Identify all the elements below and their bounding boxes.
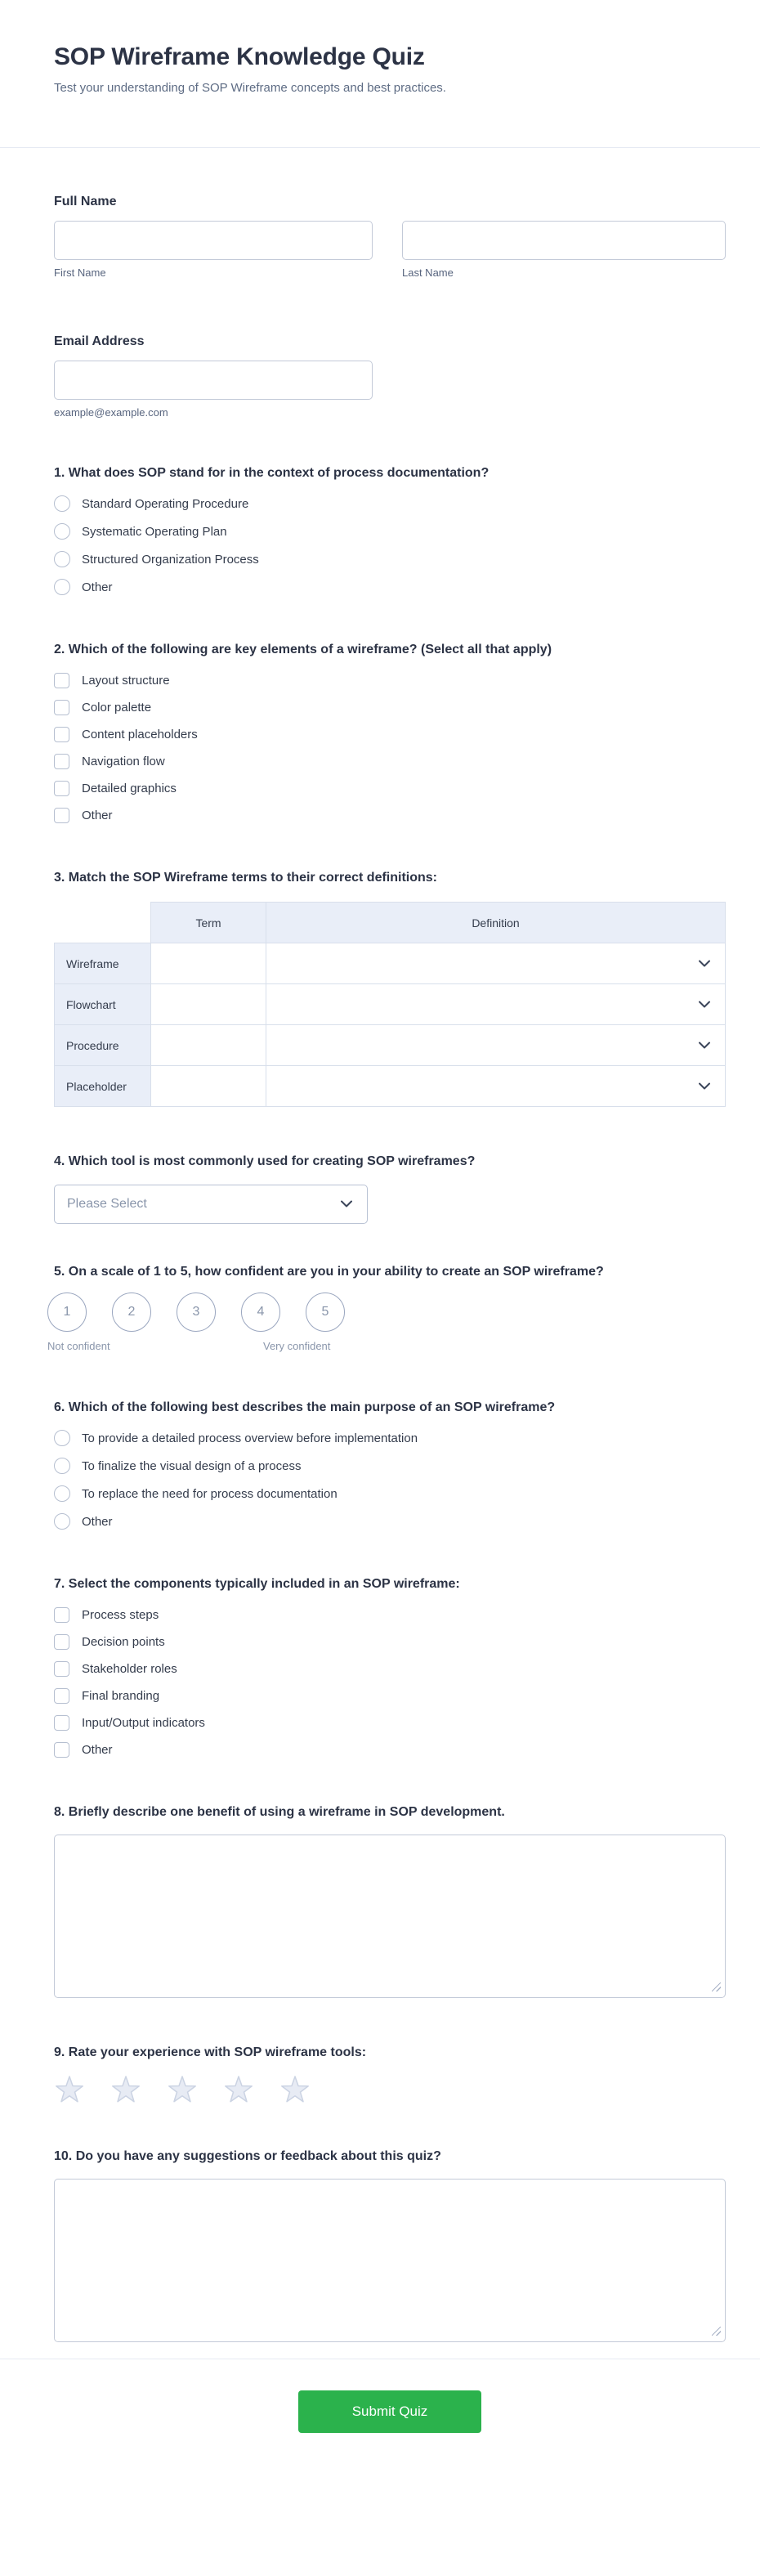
radio-button-icon[interactable] — [54, 1458, 70, 1474]
header-divider — [0, 147, 760, 148]
q7-option-2[interactable] — [54, 1634, 726, 1650]
q1-option-1[interactable] — [54, 495, 726, 512]
q1-option-1-label: Standard Operating Procedure — [82, 496, 249, 511]
star-icon[interactable] — [279, 2074, 311, 2108]
radio-button-icon[interactable] — [54, 579, 70, 595]
confidence-scale — [47, 1292, 726, 1332]
q1-option-3-label: Structured Organization Process — [82, 552, 259, 567]
submit-button[interactable]: Submit Quiz — [298, 2390, 481, 2433]
question-7 — [54, 1575, 726, 1757]
form-header — [0, 0, 760, 147]
radio-button-icon[interactable] — [54, 523, 70, 540]
star-icon[interactable] — [167, 2074, 198, 2108]
checkbox-icon[interactable] — [54, 700, 69, 715]
matrix-row-procedure — [55, 1025, 726, 1066]
q7-option-6-label: Other — [82, 1742, 113, 1757]
q6-option-4[interactable] — [54, 1513, 726, 1530]
checkbox-icon[interactable] — [54, 1634, 69, 1650]
checkbox-icon[interactable] — [54, 673, 69, 688]
email-label: Email Address — [54, 334, 145, 348]
q7-option-1[interactable] — [54, 1607, 726, 1623]
definition-dropdown-cell[interactable] — [266, 1025, 726, 1066]
question-4-label: 4. Which tool is most commonly used for creating SOP wireframes? — [54, 1154, 476, 1169]
term-input-cell[interactable] — [151, 1066, 266, 1107]
select-placeholder: Please Select — [67, 1196, 147, 1211]
q1-option-2[interactable] — [54, 523, 726, 540]
form-footer — [0, 2359, 760, 2479]
q1-option-2-label: Systematic Operating Plan — [82, 524, 227, 539]
last-name-input[interactable] — [402, 221, 726, 260]
question-10 — [54, 2148, 726, 2342]
q7-option-5-label: Input/Output indicators — [82, 1715, 205, 1730]
q6-option-2-label: To finalize the visual design of a process — [82, 1458, 302, 1473]
question-9-label: 9. Rate your experience with SOP wireframe tools: — [54, 2045, 367, 2060]
q2-option-1-label: Layout structure — [82, 673, 170, 688]
row-label-procedure: Procedure — [55, 1025, 151, 1066]
definition-dropdown-cell[interactable] — [266, 984, 726, 1025]
q7-option-5[interactable] — [54, 1715, 726, 1731]
scale-option-1[interactable]: 1 — [47, 1292, 87, 1332]
q2-option-2-label: Color palette — [82, 700, 152, 715]
q6-option-4-label: Other — [82, 1514, 113, 1529]
q7-option-2-label: Decision points — [82, 1634, 165, 1649]
question-4 — [54, 1153, 726, 1223]
q6-option-2[interactable] — [54, 1458, 726, 1474]
column-header-definition: Definition — [266, 903, 726, 943]
q7-option-6[interactable] — [54, 1742, 726, 1758]
term-input-cell[interactable] — [151, 984, 266, 1025]
radio-button-icon[interactable] — [54, 1513, 70, 1530]
chevron-down-icon — [341, 1197, 352, 1212]
question-7-label: 7. Select the components typically included in an SOP wireframe: — [54, 1577, 460, 1592]
question-5 — [47, 1263, 726, 1353]
checkbox-icon[interactable] — [54, 1661, 69, 1677]
page-title: SOP Wireframe Knowledge Quiz — [54, 43, 425, 70]
row-label-wireframe: Wireframe — [55, 943, 151, 984]
checkbox-icon[interactable] — [54, 1607, 69, 1623]
definition-dropdown-cell[interactable] — [266, 943, 726, 984]
checkbox-icon[interactable] — [54, 727, 69, 742]
q8-benefit-textarea[interactable] — [54, 1835, 726, 1998]
star-icon[interactable] — [223, 2074, 254, 2108]
matrix-row-flowchart — [55, 984, 726, 1025]
tool-select-dropdown[interactable] — [54, 1185, 368, 1224]
matrix-corner-cell — [55, 903, 151, 943]
full-name-label: Full Name — [54, 195, 117, 208]
q7-option-3[interactable] — [54, 1661, 726, 1677]
radio-button-icon[interactable] — [54, 495, 70, 512]
matrix-row-wireframe — [55, 943, 726, 984]
email-input[interactable] — [54, 361, 373, 400]
q6-option-1[interactable] — [54, 1430, 726, 1446]
q2-option-6-label: Other — [82, 808, 113, 822]
scale-option-2[interactable]: 2 — [112, 1292, 151, 1332]
scale-option-3[interactable]: 3 — [177, 1292, 216, 1332]
q6-option-3[interactable] — [54, 1485, 726, 1502]
checkbox-icon[interactable] — [54, 754, 69, 769]
q2-option-6[interactable] — [54, 808, 726, 823]
question-8-label: 8. Briefly describe one benefit of using a wireframe in SOP development. — [54, 1804, 505, 1819]
question-10-label: 10. Do you have any suggestions or feedback about this quiz? — [54, 2148, 441, 2163]
q1-option-4-label: Other — [82, 580, 113, 594]
q2-option-2[interactable] — [54, 700, 726, 715]
question-9 — [54, 2044, 726, 2108]
star-icon[interactable] — [110, 2074, 141, 2108]
checkbox-icon[interactable] — [54, 1742, 69, 1758]
question-3-label: 3. Match the SOP Wireframe terms to their correct definitions: — [54, 870, 437, 885]
scale-option-4[interactable]: 4 — [241, 1292, 280, 1332]
q6-option-3-label: To replace the need for process documentation — [82, 1486, 338, 1501]
radio-button-icon[interactable] — [54, 1485, 70, 1502]
radio-button-icon[interactable] — [54, 551, 70, 567]
radio-button-icon[interactable] — [54, 1430, 70, 1446]
question-2-label: 2. Which of the following are key elements of a wireframe? (Select all that apply) — [54, 643, 552, 657]
q2-option-5-label: Detailed graphics — [82, 781, 177, 795]
q6-option-1-label: To provide a detailed process overview before implementation — [82, 1431, 418, 1445]
q1-option-4[interactable] — [54, 579, 726, 595]
question-1 — [54, 464, 726, 595]
row-label-placeholder: Placeholder — [55, 1066, 151, 1107]
chevron-down-icon — [699, 1038, 710, 1053]
chevron-down-icon — [699, 1079, 710, 1094]
term-input-cell[interactable] — [151, 1025, 266, 1066]
matrix-row-placeholder — [55, 1066, 726, 1107]
checkbox-icon[interactable] — [54, 1715, 69, 1731]
scale-max-label: Very confident — [263, 1339, 331, 1352]
row-label-flowchart: Flowchart — [55, 984, 151, 1025]
question-6-label: 6. Which of the following best describes the main purpose of an SOP wireframe? — [54, 1400, 556, 1414]
q7-option-4[interactable] — [54, 1688, 726, 1704]
q2-option-5[interactable] — [54, 781, 726, 796]
checkbox-icon[interactable] — [54, 1688, 69, 1704]
q2-option-1[interactable] — [54, 673, 726, 688]
match-table — [54, 902, 726, 1107]
star-icon[interactable] — [54, 2074, 85, 2108]
page-subtitle: Test your understanding of SOP Wireframe concepts and best practices. — [54, 81, 446, 95]
question-8 — [54, 1803, 726, 1998]
chevron-down-icon — [699, 997, 710, 1012]
chevron-down-icon — [699, 956, 710, 971]
question-1-label: 1. What does SOP stand for in the context of process documentation? — [54, 466, 490, 480]
question-5-label: 5. On a scale of 1 to 5, how confident are you in your ability to create an SOP wireframe? — [54, 1264, 604, 1279]
email-sublabel: example@example.com — [54, 406, 168, 419]
first-name-sublabel: First Name — [54, 267, 106, 279]
q10-feedback-textarea[interactable] — [54, 2179, 726, 2342]
scale-option-5[interactable]: 5 — [306, 1292, 345, 1332]
question-3 — [54, 869, 726, 1107]
full-name-field — [54, 195, 726, 279]
scale-min-label: Not confident — [47, 1339, 110, 1352]
q2-option-4[interactable] — [54, 754, 726, 769]
last-name-sublabel: Last Name — [402, 267, 454, 279]
term-input-cell[interactable] — [151, 943, 266, 984]
q7-option-1-label: Process steps — [82, 1607, 159, 1622]
column-header-term: Term — [151, 903, 266, 943]
q2-option-3[interactable] — [54, 727, 726, 742]
q2-option-3-label: Content placeholders — [82, 727, 198, 741]
checkbox-icon[interactable] — [54, 781, 69, 796]
q2-option-4-label: Navigation flow — [82, 754, 165, 768]
star-rating — [54, 2074, 726, 2108]
q1-option-3[interactable] — [54, 551, 726, 567]
q7-option-3-label: Stakeholder roles — [82, 1661, 177, 1676]
email-field-block — [54, 334, 726, 419]
definition-dropdown-cell[interactable] — [266, 1066, 726, 1107]
first-name-input[interactable] — [54, 221, 373, 260]
q7-option-4-label: Final branding — [82, 1688, 160, 1703]
question-6 — [54, 1399, 726, 1530]
checkbox-icon[interactable] — [54, 808, 69, 823]
question-2 — [54, 641, 726, 822]
